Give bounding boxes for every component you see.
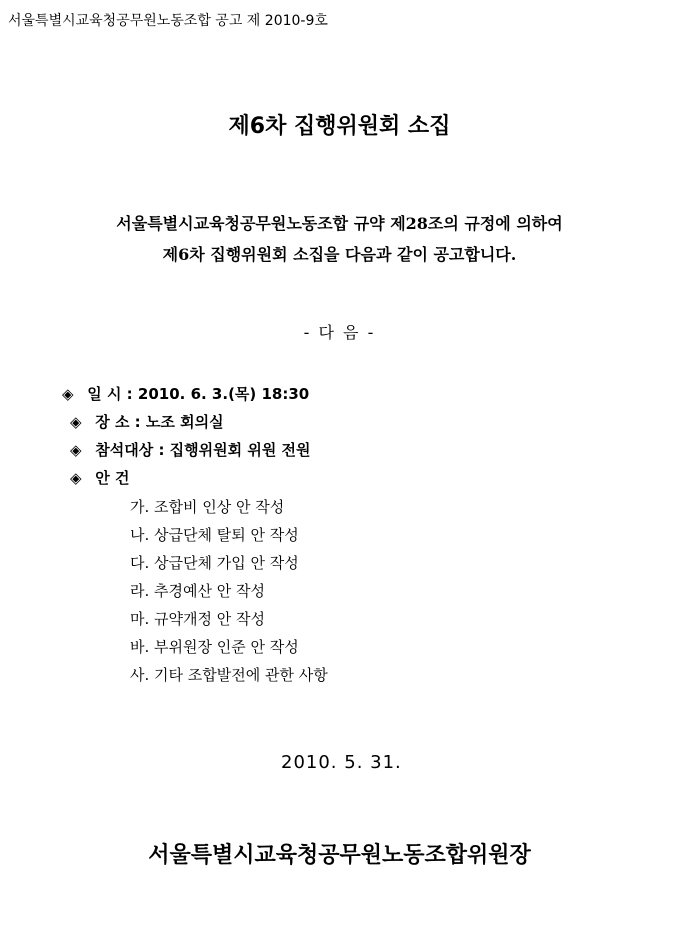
intro-paragraph — [0, 208, 679, 270]
document-date: 2010. 5. 31. — [281, 752, 402, 773]
field-label: 일 시 — [87, 385, 122, 403]
field-value: 집행위원회 위원 전원 — [169, 441, 311, 459]
field-separator: : — [126, 385, 138, 403]
agenda-item: 사. 기타 조합발전에 관한 사항 — [130, 666, 328, 684]
field-agenda — [70, 467, 129, 488]
field-value: 2010. 6. 3.(목) 18:30 — [137, 385, 310, 403]
field-separator: : — [134, 413, 146, 431]
document-title: 제6차 집행위원회 소집 — [228, 114, 451, 139]
diamond-bullet-icon: ◈ — [70, 441, 82, 459]
diamond-bullet-icon: ◈ — [70, 413, 82, 431]
intro-line: 제6차 집행위원회 소집을 다음과 같이 공고합니다. — [162, 245, 517, 264]
agenda-item: 라. 추경예산 안 작성 — [130, 582, 265, 600]
field-separator: : — [158, 441, 170, 459]
field-attendees — [70, 439, 311, 460]
field-label: 안 건 — [95, 469, 130, 487]
diamond-bullet-icon: ◈ — [62, 385, 74, 403]
agenda-item: 다. 상급단체 가입 안 작성 — [130, 554, 299, 572]
agenda-item: 가. 조합비 인상 안 작성 — [130, 498, 285, 516]
agenda-item: 바. 부위원장 인준 안 작성 — [130, 638, 299, 656]
agenda-item: 마. 규약개정 안 작성 — [130, 610, 265, 628]
field-place — [70, 411, 224, 432]
agenda-list — [130, 493, 328, 689]
agenda-item: 나. 상급단체 탈퇴 안 작성 — [130, 526, 299, 544]
signature-line: 서울특별시교육청공무원노동조합위원장 — [148, 843, 531, 868]
field-datetime — [62, 383, 309, 404]
diamond-bullet-icon: ◈ — [70, 469, 82, 487]
intro-line: 서울특별시교육청공무원노동조합 규약 제28조의 규정에 의하여 — [116, 214, 563, 233]
field-value: 노조 회의실 — [145, 413, 224, 431]
field-label: 장 소 — [95, 413, 130, 431]
notice-number: 서울특별시교육청공무원노동조합 공고 제 2010-9호 — [8, 13, 328, 29]
field-label: 참석대상 — [95, 441, 154, 459]
section-heading: - 다 음 - — [303, 323, 376, 342]
